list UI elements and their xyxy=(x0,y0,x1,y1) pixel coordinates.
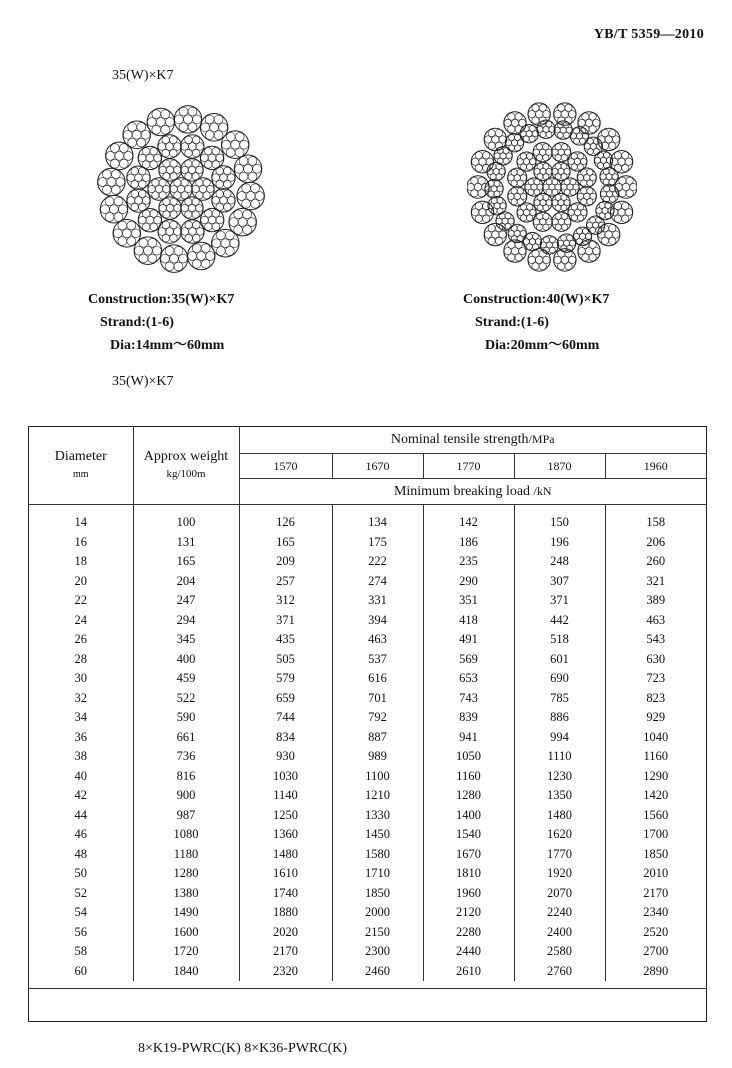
table-cell: 158 xyxy=(605,505,706,533)
table-cell: 630 xyxy=(605,650,706,670)
table-cell: 142 xyxy=(423,505,514,533)
table-cell: 1290 xyxy=(605,767,706,787)
table-cell: 312 xyxy=(239,591,332,611)
table-cell: 2520 xyxy=(605,923,706,943)
table-cell: 2440 xyxy=(423,942,514,962)
table-cell: 1210 xyxy=(332,786,423,806)
table-cell: 941 xyxy=(423,728,514,748)
strand-text: Strand:(1-6) xyxy=(475,315,549,330)
table-cell: 1030 xyxy=(239,767,332,787)
table-cell: 1100 xyxy=(332,767,423,787)
table-row xyxy=(29,552,706,572)
table-cell: 900 xyxy=(133,786,239,806)
table-cell: 616 xyxy=(332,669,423,689)
table-cell: 1250 xyxy=(239,806,332,826)
table-cell: 48 xyxy=(29,845,133,865)
middle-title: 35(W)×K7 xyxy=(112,374,174,389)
table-cell: 16 xyxy=(29,533,133,553)
table-cell: 1670 xyxy=(423,845,514,865)
header-approx-weight: Approx weight kg/100m xyxy=(133,427,239,505)
table-cell: 290 xyxy=(423,572,514,592)
table-cell: 54 xyxy=(29,903,133,923)
grade-1570: 1570 xyxy=(239,454,332,479)
table-cell: 1450 xyxy=(332,825,423,845)
table-cell: 1380 xyxy=(133,884,239,904)
table-row xyxy=(29,923,706,943)
table-cell: 1480 xyxy=(239,845,332,865)
table-cell: 2320 xyxy=(239,962,332,982)
table-cell: 590 xyxy=(133,708,239,728)
table-cell: 42 xyxy=(29,786,133,806)
header-min-breaking-load: Minimum breaking load /kN xyxy=(239,479,706,505)
table-cell: 743 xyxy=(423,689,514,709)
rope-cross-section-35w-k7 xyxy=(96,104,266,274)
table-cell: 40 xyxy=(29,767,133,787)
table-cell: 2000 xyxy=(332,903,423,923)
grade-1960: 1960 xyxy=(605,454,706,479)
table-row xyxy=(29,767,706,787)
table-cell: 886 xyxy=(514,708,605,728)
table-cell: 44 xyxy=(29,806,133,826)
table-cell: 1850 xyxy=(605,845,706,865)
table-cell: 1540 xyxy=(423,825,514,845)
table-row xyxy=(29,884,706,904)
table-cell: 601 xyxy=(514,650,605,670)
bottom-title: 8×K19-PWRC(K) 8×K36-PWRC(K) xyxy=(138,1041,348,1056)
strand-text: Strand:(1-6) xyxy=(100,315,174,330)
table-row xyxy=(29,650,706,670)
table-cell: 989 xyxy=(332,747,423,767)
table-cell: 690 xyxy=(514,669,605,689)
table-cell: 1710 xyxy=(332,864,423,884)
table-row xyxy=(29,611,706,631)
table-cell: 222 xyxy=(332,552,423,572)
table-cell: 52 xyxy=(29,884,133,904)
table-cell: 744 xyxy=(239,708,332,728)
table-cell: 987 xyxy=(133,806,239,826)
table-row xyxy=(29,669,706,689)
table-cell: 537 xyxy=(332,650,423,670)
table-row xyxy=(29,864,706,884)
table-cell: 1920 xyxy=(514,864,605,884)
table-cell: 247 xyxy=(133,591,239,611)
table-cell: 2240 xyxy=(514,903,605,923)
table-cell: 579 xyxy=(239,669,332,689)
table-cell: 1080 xyxy=(133,825,239,845)
diameter-range-text: Dia:20mm～60mm xyxy=(485,338,600,353)
construction-text: Construction:35(W)×K7 xyxy=(88,292,235,307)
table-cell: 58 xyxy=(29,942,133,962)
table-cell: 1110 xyxy=(514,747,605,767)
table-cell: 22 xyxy=(29,591,133,611)
table-row xyxy=(29,533,706,553)
table-cell: 196 xyxy=(514,533,605,553)
table-cell: 2150 xyxy=(332,923,423,943)
table-cell: 659 xyxy=(239,689,332,709)
table-row xyxy=(29,903,706,923)
table-cell: 736 xyxy=(133,747,239,767)
table-cell: 929 xyxy=(605,708,706,728)
table-cell: 24 xyxy=(29,611,133,631)
table-cell: 260 xyxy=(605,552,706,572)
table-cell: 522 xyxy=(133,689,239,709)
table-row xyxy=(29,689,706,709)
table-row xyxy=(29,708,706,728)
table-cell: 56 xyxy=(29,923,133,943)
table-cell: 543 xyxy=(605,630,706,650)
table-cell: 60 xyxy=(29,962,133,982)
table-cell: 792 xyxy=(332,708,423,728)
table-cell: 165 xyxy=(133,552,239,572)
table-cell: 38 xyxy=(29,747,133,767)
table-row xyxy=(29,962,706,982)
table-cell: 1610 xyxy=(239,864,332,884)
table-cell: 459 xyxy=(133,669,239,689)
table-cell: 2700 xyxy=(605,942,706,962)
table-cell: 32 xyxy=(29,689,133,709)
table-cell: 569 xyxy=(423,650,514,670)
table-cell: 994 xyxy=(514,728,605,748)
table-cell: 28 xyxy=(29,650,133,670)
table-cell: 1280 xyxy=(133,864,239,884)
table-cell: 463 xyxy=(332,630,423,650)
table-cell: 442 xyxy=(514,611,605,631)
table-cell: 248 xyxy=(514,552,605,572)
table-cell: 134 xyxy=(332,505,423,533)
table-cell: 400 xyxy=(133,650,239,670)
table-cell: 418 xyxy=(423,611,514,631)
table-cell: 491 xyxy=(423,630,514,650)
table-cell: 394 xyxy=(332,611,423,631)
table-cell: 46 xyxy=(29,825,133,845)
table-cell: 307 xyxy=(514,572,605,592)
table-cell: 661 xyxy=(133,728,239,748)
table-row xyxy=(29,505,706,533)
table-cell: 206 xyxy=(605,533,706,553)
table-cell: 209 xyxy=(239,552,332,572)
table-cell: 1850 xyxy=(332,884,423,904)
table-cell: 1050 xyxy=(423,747,514,767)
table-cell: 294 xyxy=(133,611,239,631)
table-cell: 2760 xyxy=(514,962,605,982)
table-cell: 2400 xyxy=(514,923,605,943)
table-cell: 257 xyxy=(239,572,332,592)
table-cell: 1330 xyxy=(332,806,423,826)
table-cell: 371 xyxy=(514,591,605,611)
table-cell: 723 xyxy=(605,669,706,689)
table-cell: 1600 xyxy=(133,923,239,943)
grade-1670: 1670 xyxy=(332,454,423,479)
table-cell: 2300 xyxy=(332,942,423,962)
table-row xyxy=(29,786,706,806)
table-cell: 274 xyxy=(332,572,423,592)
table-cell: 2580 xyxy=(514,942,605,962)
spec-block-40w xyxy=(463,288,609,357)
table-cell: 785 xyxy=(514,689,605,709)
table-row xyxy=(29,747,706,767)
table-cell: 126 xyxy=(239,505,332,533)
table-cell: 204 xyxy=(133,572,239,592)
rope-cross-section-40w-k7 xyxy=(467,102,637,272)
table-cell: 2890 xyxy=(605,962,706,982)
spec-block-35w xyxy=(88,288,234,357)
table-row xyxy=(29,572,706,592)
table-cell: 150 xyxy=(514,505,605,533)
table-cell: 1350 xyxy=(514,786,605,806)
table-cell: 823 xyxy=(605,689,706,709)
table-cell: 1840 xyxy=(133,962,239,982)
table-row xyxy=(29,942,706,962)
table-cell: 1810 xyxy=(423,864,514,884)
table-cell: 2170 xyxy=(605,884,706,904)
table-cell: 165 xyxy=(239,533,332,553)
table-cell: 1360 xyxy=(239,825,332,845)
table-cell: 345 xyxy=(133,630,239,650)
table-cell: 1420 xyxy=(605,786,706,806)
table-cell: 2170 xyxy=(239,942,332,962)
table-row xyxy=(29,630,706,650)
table-cell: 175 xyxy=(332,533,423,553)
table-cell: 100 xyxy=(133,505,239,533)
table-cell: 34 xyxy=(29,708,133,728)
table-cell: 816 xyxy=(133,767,239,787)
table-cell: 1700 xyxy=(605,825,706,845)
table-cell: 1180 xyxy=(133,845,239,865)
table-cell: 2010 xyxy=(605,864,706,884)
table-cell: 1040 xyxy=(605,728,706,748)
table-row xyxy=(29,728,706,748)
table-cell: 351 xyxy=(423,591,514,611)
table-cell: 14 xyxy=(29,505,133,533)
table-cell: 2610 xyxy=(423,962,514,982)
table-cell: 1770 xyxy=(514,845,605,865)
table-cell: 1490 xyxy=(133,903,239,923)
table-cell: 518 xyxy=(514,630,605,650)
table-cell: 1160 xyxy=(605,747,706,767)
table-cell: 131 xyxy=(133,533,239,553)
construction-text: Construction:40(W)×K7 xyxy=(463,292,610,307)
table-cell: 186 xyxy=(423,533,514,553)
table-cell: 834 xyxy=(239,728,332,748)
table-cell: 1620 xyxy=(514,825,605,845)
table-cell: 2070 xyxy=(514,884,605,904)
table-cell: 2120 xyxy=(423,903,514,923)
table-cell: 1480 xyxy=(514,806,605,826)
table-cell: 1140 xyxy=(239,786,332,806)
table-cell: 371 xyxy=(239,611,332,631)
table-cell: 839 xyxy=(423,708,514,728)
table-cell: 505 xyxy=(239,650,332,670)
table-cell: 887 xyxy=(332,728,423,748)
table-cell: 1960 xyxy=(423,884,514,904)
table-row xyxy=(29,825,706,845)
table-cell: 2340 xyxy=(605,903,706,923)
table-cell: 1160 xyxy=(423,767,514,787)
table-cell: 18 xyxy=(29,552,133,572)
table-cell: 2460 xyxy=(332,962,423,982)
table-cell: 1280 xyxy=(423,786,514,806)
table-cell: 26 xyxy=(29,630,133,650)
table-cell: 1560 xyxy=(605,806,706,826)
table-cell: 2280 xyxy=(423,923,514,943)
table-cell: 1720 xyxy=(133,942,239,962)
table-row xyxy=(29,591,706,611)
table-cell: 20 xyxy=(29,572,133,592)
table-row xyxy=(29,806,706,826)
standard-number: YB/T 5359—2010 xyxy=(593,27,704,42)
table-row xyxy=(29,845,706,865)
header-nominal-tensile: Nominal tensile strength/MPa xyxy=(239,427,706,454)
table-cell: 50 xyxy=(29,864,133,884)
table-cell: 36 xyxy=(29,728,133,748)
table-cell: 321 xyxy=(605,572,706,592)
table-cell: 331 xyxy=(332,591,423,611)
table-cell: 30 xyxy=(29,669,133,689)
table-cell: 1580 xyxy=(332,845,423,865)
header-diameter: Diameter mm xyxy=(29,427,133,505)
table-cell: 235 xyxy=(423,552,514,572)
table-footer-row xyxy=(29,988,706,1021)
table-cell: 1230 xyxy=(514,767,605,787)
table-cell: 1740 xyxy=(239,884,332,904)
table-cell: 463 xyxy=(605,611,706,631)
grade-1770: 1770 xyxy=(423,454,514,479)
table-cell: 701 xyxy=(332,689,423,709)
breaking-load-table xyxy=(28,426,707,1022)
diameter-range-text: Dia:14mm～60mm xyxy=(110,338,225,353)
table-cell: 930 xyxy=(239,747,332,767)
table-cell: 653 xyxy=(423,669,514,689)
table-cell: 389 xyxy=(605,591,706,611)
top-title: 35(W)×K7 xyxy=(112,68,174,83)
table-cell: 1880 xyxy=(239,903,332,923)
table-cell: 2020 xyxy=(239,923,332,943)
grade-1870: 1870 xyxy=(514,454,605,479)
table-cell: 1400 xyxy=(423,806,514,826)
table-cell: 435 xyxy=(239,630,332,650)
